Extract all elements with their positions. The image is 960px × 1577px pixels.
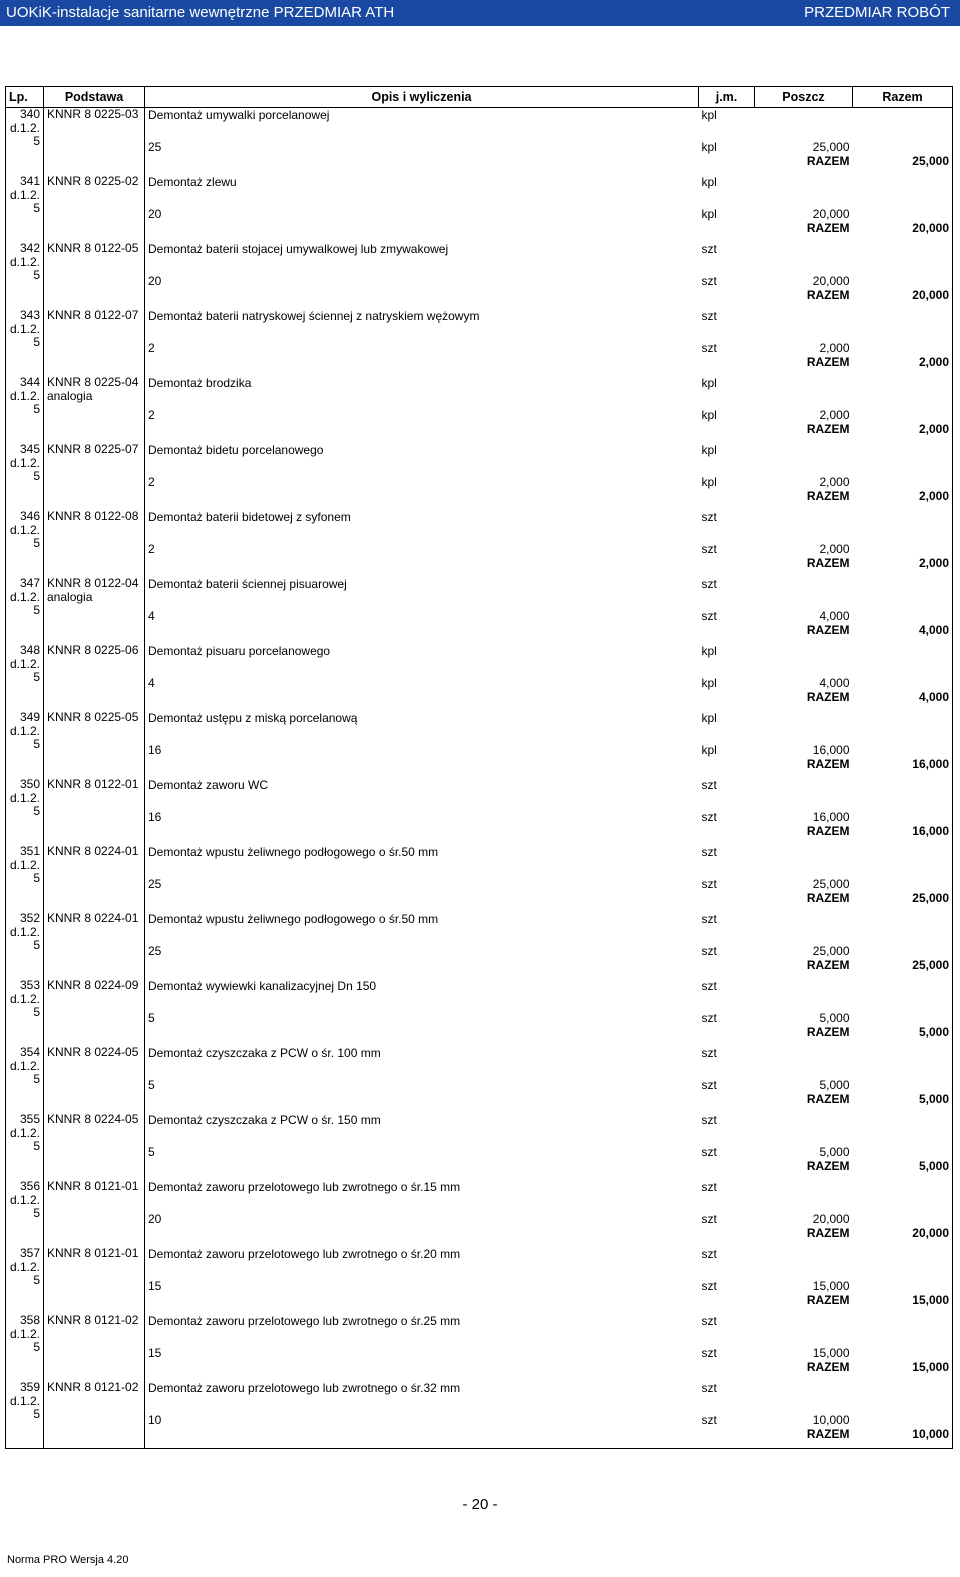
item-total: 15,000	[912, 1360, 949, 1374]
razem-label: RAZEM	[806, 623, 850, 637]
table-row	[6, 1247, 953, 1314]
item-calculation: 16	[148, 743, 162, 757]
row-number: 359	[19, 1380, 40, 1394]
basis-line: KNNR 8 0224-01	[47, 844, 139, 858]
basis-line: KNNR 8 0225-03	[47, 107, 139, 121]
basis-line: KNNR 8 0122-05	[47, 241, 139, 255]
razem-label: RAZEM	[806, 1293, 850, 1307]
item-description: Demontaż zaworu przelotowego lub zwrotnego o śr.15 mm	[148, 1180, 461, 1194]
chapter-sub: 5	[33, 335, 40, 349]
chapter-sub: 5	[33, 737, 40, 751]
razem-label: RAZEM	[806, 891, 850, 905]
item-description: Demontaż wpustu żeliwnego podłogowego o śr.50 mm	[148, 912, 439, 926]
item-quantity: 4,000	[819, 676, 850, 690]
item-calculation: 16	[148, 810, 162, 824]
calc-unit: szt	[701, 1145, 717, 1159]
item-total: 2,000	[918, 556, 949, 570]
item-calculation: 5	[148, 1145, 155, 1159]
row-number: 356	[19, 1179, 40, 1193]
item-calculation: 5	[148, 1078, 155, 1092]
razem-label: RAZEM	[806, 1025, 850, 1039]
razem-label: RAZEM	[806, 1226, 850, 1240]
item-calculation: 2	[148, 408, 155, 422]
row-number: 357	[19, 1246, 40, 1260]
calc-unit: szt	[701, 1212, 717, 1226]
item-unit: szt	[701, 912, 717, 926]
chapter-ref: d.1.2.	[9, 522, 40, 537]
row-number: 346	[19, 509, 40, 523]
basis-line: analogia	[47, 589, 93, 604]
item-quantity: 2,000	[819, 341, 850, 355]
chapter-sub: 5	[33, 201, 40, 215]
razem-label: RAZEM	[806, 154, 850, 168]
page-number: - 20 -	[462, 1496, 498, 1513]
row-number: 349	[19, 710, 40, 724]
table-row	[6, 644, 953, 711]
item-unit: szt	[701, 1113, 717, 1127]
column-header-basis: Podstawa	[44, 87, 145, 108]
chapter-ref: d.1.2.	[9, 321, 40, 336]
item-quantity: 10,000	[812, 1413, 850, 1427]
calc-unit: kpl	[701, 475, 717, 489]
row-number: 355	[19, 1112, 40, 1126]
item-calculation: 15	[148, 1279, 162, 1293]
item-description: Demontaż czyszczaka z PCW o śr. 100 mm	[148, 1046, 381, 1060]
item-unit: szt	[701, 577, 717, 591]
column-header-unit: j.m.	[699, 87, 755, 108]
table-row	[6, 1314, 953, 1381]
item-description: Demontaż ustępu z miską porcelanową	[148, 711, 358, 725]
basis-line: KNNR 8 0224-05	[47, 1112, 139, 1126]
column-header-total: Razem	[853, 87, 953, 108]
row-number: 345	[19, 442, 40, 456]
basis-line: KNNR 8 0121-01	[47, 1179, 139, 1193]
item-total: 20,000	[912, 288, 949, 302]
row-number: 343	[19, 308, 40, 322]
chapter-ref: d.1.2.	[9, 1326, 40, 1341]
item-total: 10,000	[912, 1427, 949, 1441]
item-calculation: 2	[148, 542, 155, 556]
calc-unit: kpl	[701, 676, 717, 690]
row-number: 350	[19, 777, 40, 791]
chapter-ref: d.1.2.	[9, 857, 40, 872]
chapter-sub: 5	[33, 1340, 40, 1354]
table-row	[6, 242, 953, 309]
chapter-sub: 5	[33, 268, 40, 282]
item-quantity: 20,000	[812, 207, 850, 221]
row-number: 344	[19, 375, 40, 389]
item-description: Demontaż zaworu przelotowego lub zwrotnego o śr.25 mm	[148, 1314, 461, 1328]
table-row	[6, 1113, 953, 1180]
item-unit: szt	[701, 1046, 717, 1060]
chapter-ref: d.1.2.	[9, 455, 40, 470]
razem-label: RAZEM	[806, 288, 850, 302]
item-description: Demontaż wywiewki kanalizacyjnej Dn 150	[148, 979, 377, 993]
razem-label: RAZEM	[806, 690, 850, 704]
razem-label: RAZEM	[806, 824, 850, 838]
calc-unit: szt	[701, 1078, 717, 1092]
item-unit: szt	[701, 1381, 717, 1395]
row-number: 353	[19, 978, 40, 992]
calc-unit: szt	[701, 1346, 717, 1360]
row-number: 340	[19, 107, 40, 121]
basis-line: KNNR 8 0224-01	[47, 911, 139, 925]
calc-unit: szt	[701, 341, 717, 355]
razem-label: RAZEM	[806, 489, 850, 503]
calc-unit: szt	[701, 274, 717, 288]
row-number: 342	[19, 241, 40, 255]
item-total: 5,000	[918, 1025, 949, 1039]
item-unit: szt	[701, 1314, 717, 1328]
item-total: 4,000	[918, 623, 949, 637]
basis-line: KNNR 8 0225-07	[47, 442, 139, 456]
item-total: 25,000	[912, 154, 949, 168]
item-quantity: 5,000	[819, 1011, 850, 1025]
calc-unit: szt	[701, 609, 717, 623]
item-quantity: 4,000	[819, 609, 850, 623]
item-description: Demontaż czyszczaka z PCW o śr. 150 mm	[148, 1113, 381, 1127]
item-total: 15,000	[912, 1293, 949, 1307]
chapter-ref: d.1.2.	[9, 790, 40, 805]
razem-label: RAZEM	[806, 221, 850, 235]
chapter-ref: d.1.2.	[9, 388, 40, 403]
item-total: 5,000	[918, 1092, 949, 1106]
item-unit: kpl	[701, 644, 717, 658]
basis-line: KNNR 8 0122-07	[47, 308, 139, 322]
item-description: Demontaż pisuaru porcelanowego	[148, 644, 331, 658]
calc-unit: kpl	[701, 140, 717, 154]
basis-line: KNNR 8 0122-04	[47, 576, 139, 590]
table-row	[6, 443, 953, 510]
chapter-sub: 5	[33, 536, 40, 550]
item-calculation: 20	[148, 207, 162, 221]
calc-unit: szt	[701, 877, 717, 891]
item-unit: szt	[701, 242, 717, 256]
item-unit: kpl	[701, 175, 717, 189]
item-description: Demontaż baterii natryskowej ściennej z natryskiem wężowym	[148, 309, 480, 323]
calc-unit: kpl	[701, 743, 717, 757]
basis-line: KNNR 8 0122-08	[47, 509, 139, 523]
row-number: 358	[19, 1313, 40, 1327]
item-quantity: 25,000	[812, 944, 850, 958]
item-description: Demontaż wpustu żeliwnego podłogowego o śr.50 mm	[148, 845, 439, 859]
item-description: Demontaż baterii stojacej umywalkowej lub zmywakowej	[148, 242, 449, 256]
item-description: Demontaż zaworu przelotowego lub zwrotnego o śr.20 mm	[148, 1247, 461, 1261]
item-total: 20,000	[912, 221, 949, 235]
item-calculation: 4	[148, 676, 155, 690]
table-row	[6, 376, 953, 443]
item-calculation: 2	[148, 341, 155, 355]
basis-line: KNNR 8 0121-02	[47, 1380, 139, 1394]
item-calculation: 4	[148, 609, 155, 623]
calc-unit: szt	[701, 944, 717, 958]
chapter-ref: d.1.2.	[9, 589, 40, 604]
item-quantity: 5,000	[819, 1078, 850, 1092]
item-total: 16,000	[912, 757, 949, 771]
chapter-sub: 5	[33, 1072, 40, 1086]
column-header-description: Opis i wyliczenia	[145, 87, 699, 108]
item-total: 25,000	[912, 958, 949, 972]
estimate-table	[5, 86, 953, 1449]
item-unit: kpl	[701, 711, 717, 725]
item-calculation: 5	[148, 1011, 155, 1025]
column-header-quantity: Poszcz	[755, 87, 853, 108]
chapter-sub: 5	[33, 134, 40, 148]
item-calculation: 25	[148, 944, 162, 958]
calc-unit: kpl	[701, 207, 717, 221]
chapter-ref: d.1.2.	[9, 991, 40, 1006]
chapter-sub: 5	[33, 1139, 40, 1153]
chapter-ref: d.1.2.	[9, 656, 40, 671]
chapter-ref: d.1.2.	[9, 924, 40, 939]
item-unit: szt	[701, 979, 717, 993]
item-quantity: 5,000	[819, 1145, 850, 1159]
item-total: 25,000	[912, 891, 949, 905]
item-description: Demontaż zaworu przelotowego lub zwrotnego o śr.32 mm	[148, 1381, 461, 1395]
razem-label: RAZEM	[806, 1427, 850, 1441]
chapter-sub: 5	[33, 402, 40, 416]
item-unit: kpl	[701, 376, 717, 390]
table-row	[6, 711, 953, 778]
chapter-ref: d.1.2.	[9, 187, 40, 202]
basis-line: KNNR 8 0225-02	[47, 174, 139, 188]
item-total: 20,000	[912, 1226, 949, 1240]
chapter-sub: 5	[33, 670, 40, 684]
chapter-ref: d.1.2.	[9, 1192, 40, 1207]
table-header-row	[6, 87, 953, 108]
chapter-ref: d.1.2.	[9, 723, 40, 738]
chapter-sub: 5	[33, 1273, 40, 1287]
chapter-sub: 5	[33, 1206, 40, 1220]
item-total: 2,000	[918, 489, 949, 503]
table-row	[6, 1381, 953, 1449]
table-body	[6, 108, 953, 1449]
chapter-ref: d.1.2.	[9, 254, 40, 269]
item-description: Demontaż bidetu porcelanowego	[148, 443, 324, 457]
table-row	[6, 979, 953, 1046]
item-description: Demontaż baterii bidetowej z syfonem	[148, 510, 351, 524]
chapter-sub: 5	[33, 1005, 40, 1019]
item-unit: szt	[701, 778, 717, 792]
basis-line: KNNR 8 0121-02	[47, 1313, 139, 1327]
item-unit: szt	[701, 1247, 717, 1261]
row-number: 354	[19, 1045, 40, 1059]
table-row	[6, 175, 953, 242]
item-quantity: 20,000	[812, 274, 850, 288]
item-calculation: 15	[148, 1346, 162, 1360]
chapter-sub: 5	[33, 469, 40, 483]
item-unit: szt	[701, 309, 717, 323]
calc-unit: szt	[701, 1011, 717, 1025]
chapter-ref: d.1.2.	[9, 1058, 40, 1073]
calc-unit: szt	[701, 810, 717, 824]
item-total: 16,000	[912, 824, 949, 838]
item-calculation: 25	[148, 140, 162, 154]
chapter-ref: d.1.2.	[9, 1125, 40, 1140]
item-calculation: 20	[148, 274, 162, 288]
chapter-sub: 5	[33, 1407, 40, 1421]
item-quantity: 25,000	[812, 140, 850, 154]
razem-label: RAZEM	[806, 1092, 850, 1106]
table-row	[6, 845, 953, 912]
chapter-sub: 5	[33, 804, 40, 818]
razem-label: RAZEM	[806, 757, 850, 771]
table-row	[6, 778, 953, 845]
item-quantity: 2,000	[819, 542, 850, 556]
razem-label: RAZEM	[806, 355, 850, 369]
item-description: Demontaż zlewu	[148, 175, 237, 189]
basis-line: KNNR 8 0225-05	[47, 710, 139, 724]
razem-label: RAZEM	[806, 556, 850, 570]
item-quantity: 15,000	[812, 1346, 850, 1360]
basis-line: KNNR 8 0225-06	[47, 643, 139, 657]
basis-line: KNNR 8 0224-05	[47, 1045, 139, 1059]
basis-line: KNNR 8 0121-01	[47, 1246, 139, 1260]
chapter-sub: 5	[33, 938, 40, 952]
item-unit: kpl	[701, 108, 717, 122]
item-calculation: 2	[148, 475, 155, 489]
calc-unit: szt	[701, 1279, 717, 1293]
row-number: 352	[19, 911, 40, 925]
column-header-lp: Lp.	[6, 87, 44, 108]
item-quantity: 16,000	[812, 810, 850, 824]
row-number: 341	[19, 174, 40, 188]
table-row	[6, 309, 953, 376]
item-description: Demontaż zaworu WC	[148, 778, 269, 792]
razem-label: RAZEM	[806, 958, 850, 972]
chapter-ref: d.1.2.	[9, 120, 40, 135]
table-row	[6, 1180, 953, 1247]
item-calculation: 25	[148, 877, 162, 891]
row-number: 347	[19, 576, 40, 590]
calc-unit: szt	[701, 1413, 717, 1427]
basis-line: KNNR 8 0224-09	[47, 978, 139, 992]
item-unit: kpl	[701, 443, 717, 457]
item-quantity: 16,000	[812, 743, 850, 757]
calc-unit: kpl	[701, 408, 717, 422]
row-number: 348	[19, 643, 40, 657]
item-description: Demontaż umywalki porcelanowej	[148, 108, 330, 122]
table-row	[6, 912, 953, 979]
basis-line: KNNR 8 0225-04	[47, 375, 139, 389]
chapter-ref: d.1.2.	[9, 1259, 40, 1274]
item-quantity: 2,000	[819, 475, 850, 489]
razem-label: RAZEM	[806, 422, 850, 436]
item-unit: szt	[701, 845, 717, 859]
table-row	[6, 108, 953, 176]
item-quantity: 25,000	[812, 877, 850, 891]
item-quantity: 15,000	[812, 1279, 850, 1293]
table-row	[6, 1046, 953, 1113]
item-unit: szt	[701, 1180, 717, 1194]
document-title: UOKiK-instalacje sanitarne wewnętrzne PRZEDMIAR ATH	[6, 4, 395, 21]
item-total: 2,000	[918, 422, 949, 436]
item-description: Demontaż brodzika	[148, 376, 252, 390]
item-total: 2,000	[918, 355, 949, 369]
razem-label: RAZEM	[806, 1159, 850, 1173]
document-type: PRZEDMIAR ROBÓT	[804, 4, 950, 21]
item-calculation: 10	[148, 1413, 162, 1427]
razem-label: RAZEM	[806, 1360, 850, 1374]
basis-line: analogia	[47, 388, 93, 403]
item-total: 4,000	[918, 690, 949, 704]
item-calculation: 20	[148, 1212, 162, 1226]
chapter-sub: 5	[33, 871, 40, 885]
item-unit: szt	[701, 510, 717, 524]
software-footer: Norma PRO Wersja 4.20	[7, 1554, 129, 1566]
table-row	[6, 510, 953, 577]
item-total: 5,000	[918, 1159, 949, 1173]
table-row	[6, 577, 953, 644]
basis-line: KNNR 8 0122-01	[47, 777, 139, 791]
item-description: Demontaż baterii ściennej pisuarowej	[148, 577, 347, 591]
item-quantity: 2,000	[819, 408, 850, 422]
calc-unit: szt	[701, 542, 717, 556]
title-bar	[0, 0, 960, 26]
chapter-sub: 5	[33, 603, 40, 617]
chapter-ref: d.1.2.	[9, 1393, 40, 1408]
item-quantity: 20,000	[812, 1212, 850, 1226]
row-number: 351	[19, 844, 40, 858]
